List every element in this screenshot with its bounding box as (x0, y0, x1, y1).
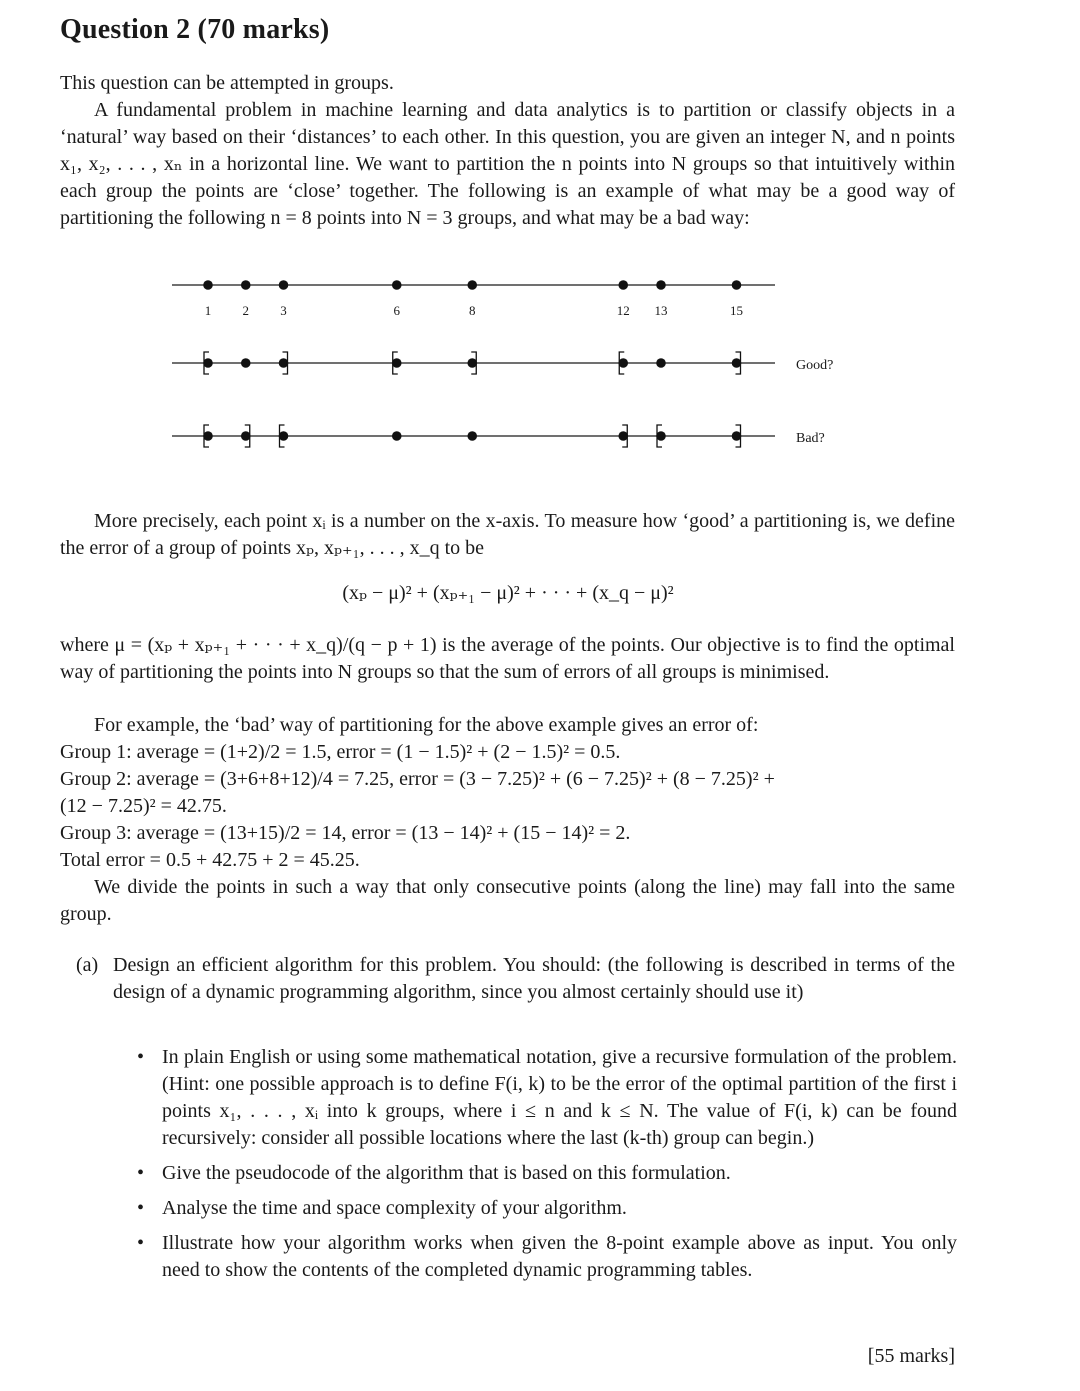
where-paragraph: where μ = (xₚ + xₚ₊₁ + · · · + x_q)/(q − p + 1) is the average of the points. Our objective is to find the optimal way of partitioning the points into N groups so that the sum of errors of all groups is minimised. (60, 634, 955, 683)
part-a-text: Design an efficient algorithm for this problem. You should: (the following is described in terms of the design of a dynamic programming algorithm, since you almost certainly should use it) (113, 954, 955, 1003)
tick-label: 13 (654, 303, 668, 318)
marks-label: [55 marks] (867, 1345, 955, 1367)
bullet-item: • Illustrate how your algorithm works when given the 8-point example above as input. You only need to show the contents of the completed dynamic programming tables. (137, 1232, 957, 1281)
total-line: Total error = 0.5 + 42.75 + 2 = 45.25. (60, 849, 360, 871)
group3-line: Group 3: average = (13+15)/2 = 14, error = (13 − 14)² + (15 − 14)² = 2. (60, 822, 631, 844)
bad-label: Bad? (796, 431, 825, 446)
tick-label: 3 (280, 303, 287, 318)
precise-paragraph: More precisely, each point xᵢ is a number on the x-axis. To measure how ‘good’ a partitioning is, we define the error of a group of points xₚ, xₚ₊₁, . . . , x_q to be (60, 510, 955, 559)
group1-line: Group 1: average = (1+2)/2 = 1.5, error = (1 − 1.5)² + (2 − 1.5)² = 0.5. (60, 741, 621, 763)
bad-partition-row (172, 425, 775, 447)
error-formula: (xₚ − μ)² + (xₚ₊₁ − μ)² + · · · + (x_q − μ)² (342, 582, 674, 604)
bullet-icon: • (137, 1232, 145, 1254)
partition-diagram (160, 270, 860, 460)
point-8 (467, 431, 477, 441)
point-12 (618, 280, 628, 290)
good-partition-row (172, 352, 775, 374)
tick-label: 6 (393, 303, 400, 318)
bullet-item: • Analyse the time and space complexity of your algorithm. (137, 1195, 957, 1222)
tick-labels (205, 303, 743, 318)
point-15 (732, 280, 742, 290)
point-6 (392, 280, 402, 290)
tick-label: 12 (616, 303, 630, 318)
group2-line-cont: (12 − 7.25)² = 42.75. (60, 795, 227, 817)
bullet-icon: • (137, 1162, 145, 1184)
bullet-icon: • (137, 1046, 145, 1068)
part-a-bullets (137, 1044, 957, 1292)
tick-label: 2 (242, 303, 249, 318)
point-6 (392, 431, 402, 441)
consecutive-paragraph: We divide the points in such a way that only consecutive points (along the line) may fall into the same group. (60, 876, 955, 925)
point-13 (656, 280, 666, 290)
point-13 (656, 358, 666, 368)
group2-line: Group 2: average = (3+6+8+12)/4 = 7.25, error = (3 − 7.25)² + (6 − 7.25)² + (8 − 7.25)² + (60, 768, 775, 790)
bullet-item: • Give the pseudocode of the algorithm that is based on this formulation. (137, 1160, 957, 1187)
example-intro: For example, the ‘bad’ way of partitioning for the above example gives an error of: (94, 714, 759, 736)
number-line (172, 280, 775, 290)
point-2 (241, 358, 251, 368)
point-8 (467, 280, 477, 290)
intro-line: This question can be attempted in groups. (60, 72, 394, 94)
bullet-icon: • (137, 1197, 145, 1219)
question-title: Question 2 (70 marks) (60, 14, 330, 45)
tick-label: 15 (730, 303, 743, 318)
bullet-item: • In plain English or using some mathematical notation, give a recursive formulation of the problem. (Hint: one possible approach is to define F(i, k) to be the error of the optimal partition of the first i points x₁, . . . , xᵢ into k groups, where i ≤ n and k ≤ N. The value of F(i, k) can be found recursively: consider all possible locations where the last (k-th) group can begin.) (137, 1046, 957, 1149)
tick-label: 1 (204, 303, 212, 318)
point-1 (203, 280, 213, 290)
point-3 (279, 280, 289, 290)
good-label: Good? (796, 358, 834, 373)
point-2 (241, 280, 251, 290)
tick-label: 8 (469, 303, 476, 318)
part-a-label: (a) (76, 954, 99, 976)
intro-paragraph: A fundamental problem in machine learning and data analytics is to partition or classify objects in a ‘natural’ way based on their ‘distances’ to each other. In this question, you are given an integer N, and n points x₁, x₂, . . . , xₙ in a horizontal line. We want to partition the n points into N groups so that intuitively within each group the points are ‘close’ together. The following is an example of what may be a good way of partitioning the following n = 8 points into N = 3 groups, and what may be a bad way: (60, 99, 955, 229)
